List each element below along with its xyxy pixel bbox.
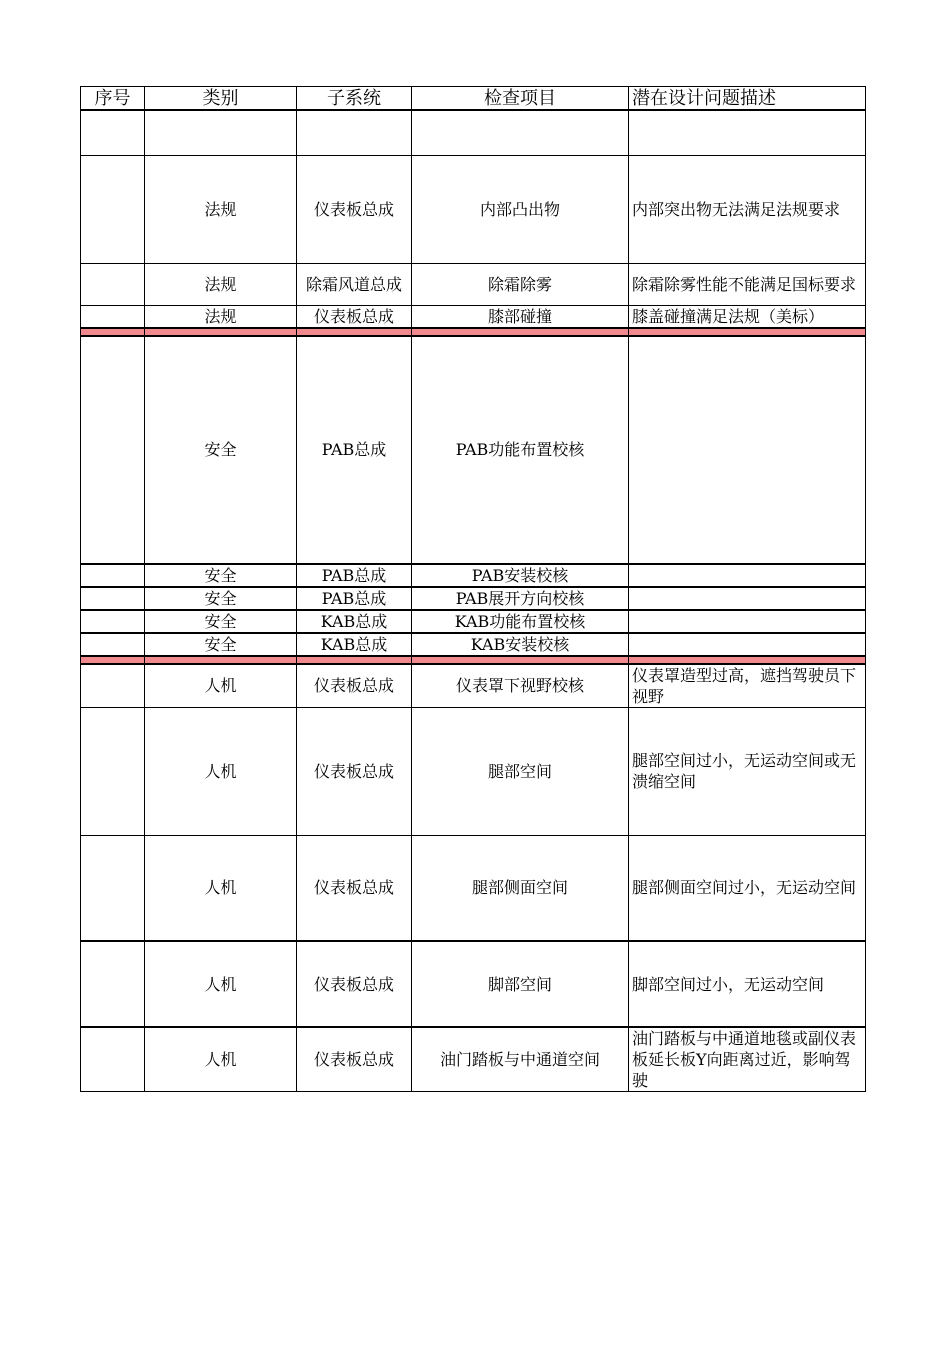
cell-subsystem: 除霜风道总成 — [297, 263, 412, 305]
cell-subsystem: 仪表板总成 — [297, 155, 412, 263]
cell-item: PAB功能布置校核 — [412, 336, 629, 564]
table-row — [81, 110, 866, 155]
table-row — [81, 610, 866, 633]
table-row — [81, 564, 866, 587]
cell-category: 人机 — [145, 664, 297, 708]
checklist-table — [80, 86, 866, 1092]
cell-subsystem: PAB总成 — [297, 336, 412, 564]
cell-desc: 膝盖碰撞满足法规（美标） — [629, 305, 866, 328]
table-row — [81, 707, 866, 835]
cell-subsystem: PAB总成 — [297, 564, 412, 587]
table-row — [81, 587, 866, 610]
cell-subsystem: 仪表板总成 — [297, 835, 412, 941]
cell-no — [81, 587, 145, 610]
cell-subsystem: 仪表板总成 — [297, 707, 412, 835]
cell-category: 安全 — [145, 336, 297, 564]
separator-cell — [629, 328, 866, 336]
cell-subsystem: PAB总成 — [297, 587, 412, 610]
cell-no — [81, 305, 145, 328]
cell-desc — [629, 587, 866, 610]
cell-no — [81, 633, 145, 656]
cell-category: 安全 — [145, 587, 297, 610]
separator-cell — [297, 656, 412, 664]
cell-desc — [629, 564, 866, 587]
cell-desc — [629, 336, 866, 564]
cell-subsystem — [297, 110, 412, 155]
cell-subsystem: KAB总成 — [297, 633, 412, 656]
cell-item: 膝部碰撞 — [412, 305, 629, 328]
cell-category: 人机 — [145, 1027, 297, 1092]
cell-no — [81, 941, 145, 1027]
cell-item: 腿部空间 — [412, 707, 629, 835]
separator-cell — [297, 328, 412, 336]
header-desc: 潜在设计问题描述 — [629, 87, 866, 111]
cell-subsystem: 仪表板总成 — [297, 305, 412, 328]
cell-item: PAB展开方向校核 — [412, 587, 629, 610]
cell-desc: 腿部侧面空间过小，无运动空间 — [629, 835, 866, 941]
cell-item: 腿部侧面空间 — [412, 835, 629, 941]
separator-cell — [412, 328, 629, 336]
cell-item: 脚部空间 — [412, 941, 629, 1027]
cell-category: 人机 — [145, 941, 297, 1027]
table-row — [81, 835, 866, 941]
cell-category: 人机 — [145, 835, 297, 941]
cell-category: 安全 — [145, 610, 297, 633]
table-row — [81, 336, 866, 564]
header-category: 类别 — [145, 87, 297, 111]
cell-desc: 内部突出物无法满足法规要求 — [629, 155, 866, 263]
section-separator — [81, 328, 866, 336]
cell-no — [81, 610, 145, 633]
header-item: 检查项目 — [412, 87, 629, 111]
cell-no — [81, 835, 145, 941]
cell-subsystem: 仪表板总成 — [297, 664, 412, 708]
header-subsystem: 子系统 — [297, 87, 412, 111]
cell-category: 人机 — [145, 707, 297, 835]
cell-desc: 油门踏板与中通道地毯或副仪表板延长板Y向距离过近，影响驾驶 — [629, 1027, 866, 1092]
checklist-sheet — [80, 86, 865, 1092]
cell-no — [81, 110, 145, 155]
header-no: 序号 — [81, 87, 145, 111]
section-separator — [81, 656, 866, 664]
table-row — [81, 633, 866, 656]
cell-subsystem: 仪表板总成 — [297, 941, 412, 1027]
separator-cell — [629, 656, 866, 664]
cell-desc — [629, 610, 866, 633]
cell-desc — [629, 110, 866, 155]
cell-no — [81, 564, 145, 587]
header-row — [81, 87, 866, 111]
cell-item: 除霜除雾 — [412, 263, 629, 305]
cell-item: 仪表罩下视野校核 — [412, 664, 629, 708]
cell-category — [145, 110, 297, 155]
cell-item — [412, 110, 629, 155]
cell-item: KAB功能布置校核 — [412, 610, 629, 633]
cell-category: 法规 — [145, 305, 297, 328]
cell-desc: 仪表罩造型过高，遮挡驾驶员下视野 — [629, 664, 866, 708]
table-row — [81, 941, 866, 1027]
cell-item: 内部凸出物 — [412, 155, 629, 263]
cell-no — [81, 707, 145, 835]
table-row — [81, 664, 866, 708]
cell-desc: 脚部空间过小，无运动空间 — [629, 941, 866, 1027]
cell-no — [81, 1027, 145, 1092]
cell-no — [81, 263, 145, 305]
cell-desc: 腿部空间过小，无运动空间或无溃缩空间 — [629, 707, 866, 835]
separator-cell — [145, 656, 297, 664]
cell-item: PAB安装校核 — [412, 564, 629, 587]
cell-item: 油门踏板与中通道空间 — [412, 1027, 629, 1092]
cell-subsystem: KAB总成 — [297, 610, 412, 633]
cell-no — [81, 155, 145, 263]
cell-category: 法规 — [145, 155, 297, 263]
cell-item: KAB安装校核 — [412, 633, 629, 656]
table-row — [81, 263, 866, 305]
cell-category: 法规 — [145, 263, 297, 305]
cell-desc: 除霜除雾性能不能满足国标要求 — [629, 263, 866, 305]
cell-category: 安全 — [145, 564, 297, 587]
table-row — [81, 1027, 866, 1092]
cell-no — [81, 664, 145, 708]
cell-desc — [629, 633, 866, 656]
separator-cell — [81, 656, 145, 664]
separator-cell — [81, 328, 145, 336]
separator-cell — [145, 328, 297, 336]
cell-no — [81, 336, 145, 564]
cell-subsystem: 仪表板总成 — [297, 1027, 412, 1092]
cell-category: 安全 — [145, 633, 297, 656]
table-row — [81, 305, 866, 328]
separator-cell — [412, 656, 629, 664]
table-row — [81, 155, 866, 263]
